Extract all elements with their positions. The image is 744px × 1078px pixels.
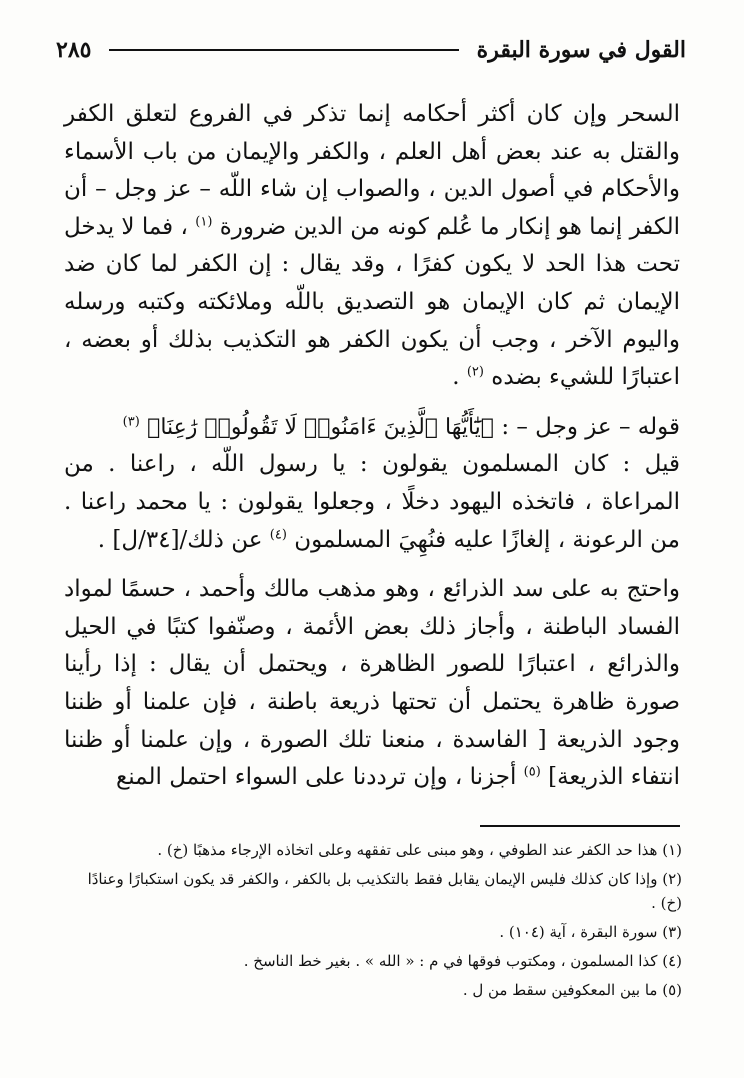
paragraph-1 xyxy=(64,96,680,397)
paragraph-2-text: قيل : كان المسلمون يقولون : يا رسول اللّه ، راعنا . من المراعاة ، فاتخذه اليهود دخلًا ، وجعلوا يقولون : يا محمد راعنا . من الرعونة ، إلغازًا عليه فنُهِيَ المسلمون xyxy=(64,451,680,553)
running-title: القول في سورة البقرة xyxy=(476,37,686,63)
paragraph-1-text-cont: ، فما لا يدخل تحت هذا الحد لا يكون كفرًا ، وقد يقال : إن الكفر لما كان ضد الإيمان ثم كان الإيمان هو التصديق باللّه وملائكته وكتبه ورسله واليوم الآخر ، وجب أن يكون الكفر هو التكذيب بذلك أو بعضه ، اعتبارًا للشيء بضده xyxy=(64,213,680,391)
footnote-ref-1[interactable]: (١) xyxy=(195,214,213,230)
footnote-rule xyxy=(480,825,680,827)
page-header xyxy=(56,30,686,70)
paragraph-3-text: واحتج به على سد الذرائع ، وهو مذهب مالك وأحمد ، حسمًا لمواد الفساد الباطنة ، وأجاز ذلك بعض الأئمة ، وصنّفوا كتبًا في الحيل والذرائع ، اعتبارًا للصور الظاهرة ، ويحتمل أن يقال : إذا رأينا صورة ظاهرة يحتمل أن تحتها ذريعة باطنة ، فإن علمنا أو ظننا وجود الذريعة [ الفاسدة ، منعنا تلك الصورة ، وإن علمنا أو ظننا انتفاء الذريعة] xyxy=(64,576,680,791)
paragraph-1-end: . xyxy=(452,364,460,391)
paragraph-3-text-cont: أجزنا ، وإن ترددنا على السواء احتمل المنع xyxy=(116,764,517,791)
paragraph-3 xyxy=(64,571,680,797)
footnote-2: (٢) وإذا كان كذلك فليس الإيمان يقابل فقط بالتكذيب بل بالكفر ، والكفر قد يكون استكبارًا وعنادًا (خ) . xyxy=(87,870,682,912)
footnotes xyxy=(64,838,682,1007)
page-number: ٢٨٥ xyxy=(56,37,92,63)
footnote-4: (٤) كذا المسلمون ، ومكتوب فوقها في م : « الله » . بغير خط الناسخ . xyxy=(243,952,682,970)
main-text xyxy=(64,96,680,797)
footnote-ref-3[interactable]: (٣) xyxy=(122,414,140,430)
verse-line xyxy=(123,414,680,440)
paragraph-2-text-cont: عن ذلك/[٣٤/ل] . xyxy=(97,526,263,553)
footnote-ref-5[interactable]: (٥) xyxy=(523,764,541,780)
header-rule xyxy=(109,49,458,51)
footnote-5: (٥) ما بين المعكوفين سقط من ل . xyxy=(462,981,682,999)
footnote-1: (١) هذا حد الكفر عند الطوفي ، وهو مبنى على تفقهه وعلى اتخاذه الإرجاء مذهبًا (خ) . xyxy=(157,841,682,859)
quran-verse: ﴿يَٰٓأَيُّهَا ٱلَّذِينَ ءَامَنُوا۟ لَا تَقُولُوا۟ رَٰعِنَا﴾ xyxy=(147,414,494,440)
paragraph-1-text: السحر وإن كان أكثر أحكامه إنما تذكر في الفروع لتعلق الكفر والقتل به عند بعض أهل العلم ، والكفر والإيمان من باب الأسماء والأحكام في أصول الدين ، والصواب إن شاء اللّه – عز وجل – أن الكفر إنما هو إنكار ما عُلم كونه من الدين ضرورة xyxy=(64,101,680,240)
verse-intro: قوله – عز وجل – : xyxy=(501,413,680,440)
paragraph-2 xyxy=(64,409,680,559)
footnote-ref-2[interactable]: (٢) xyxy=(466,364,484,380)
footnote-3: (٣) سورة البقرة ، آية (١٠٤) . xyxy=(499,923,682,941)
footnote-ref-4[interactable]: (٤) xyxy=(269,526,287,542)
